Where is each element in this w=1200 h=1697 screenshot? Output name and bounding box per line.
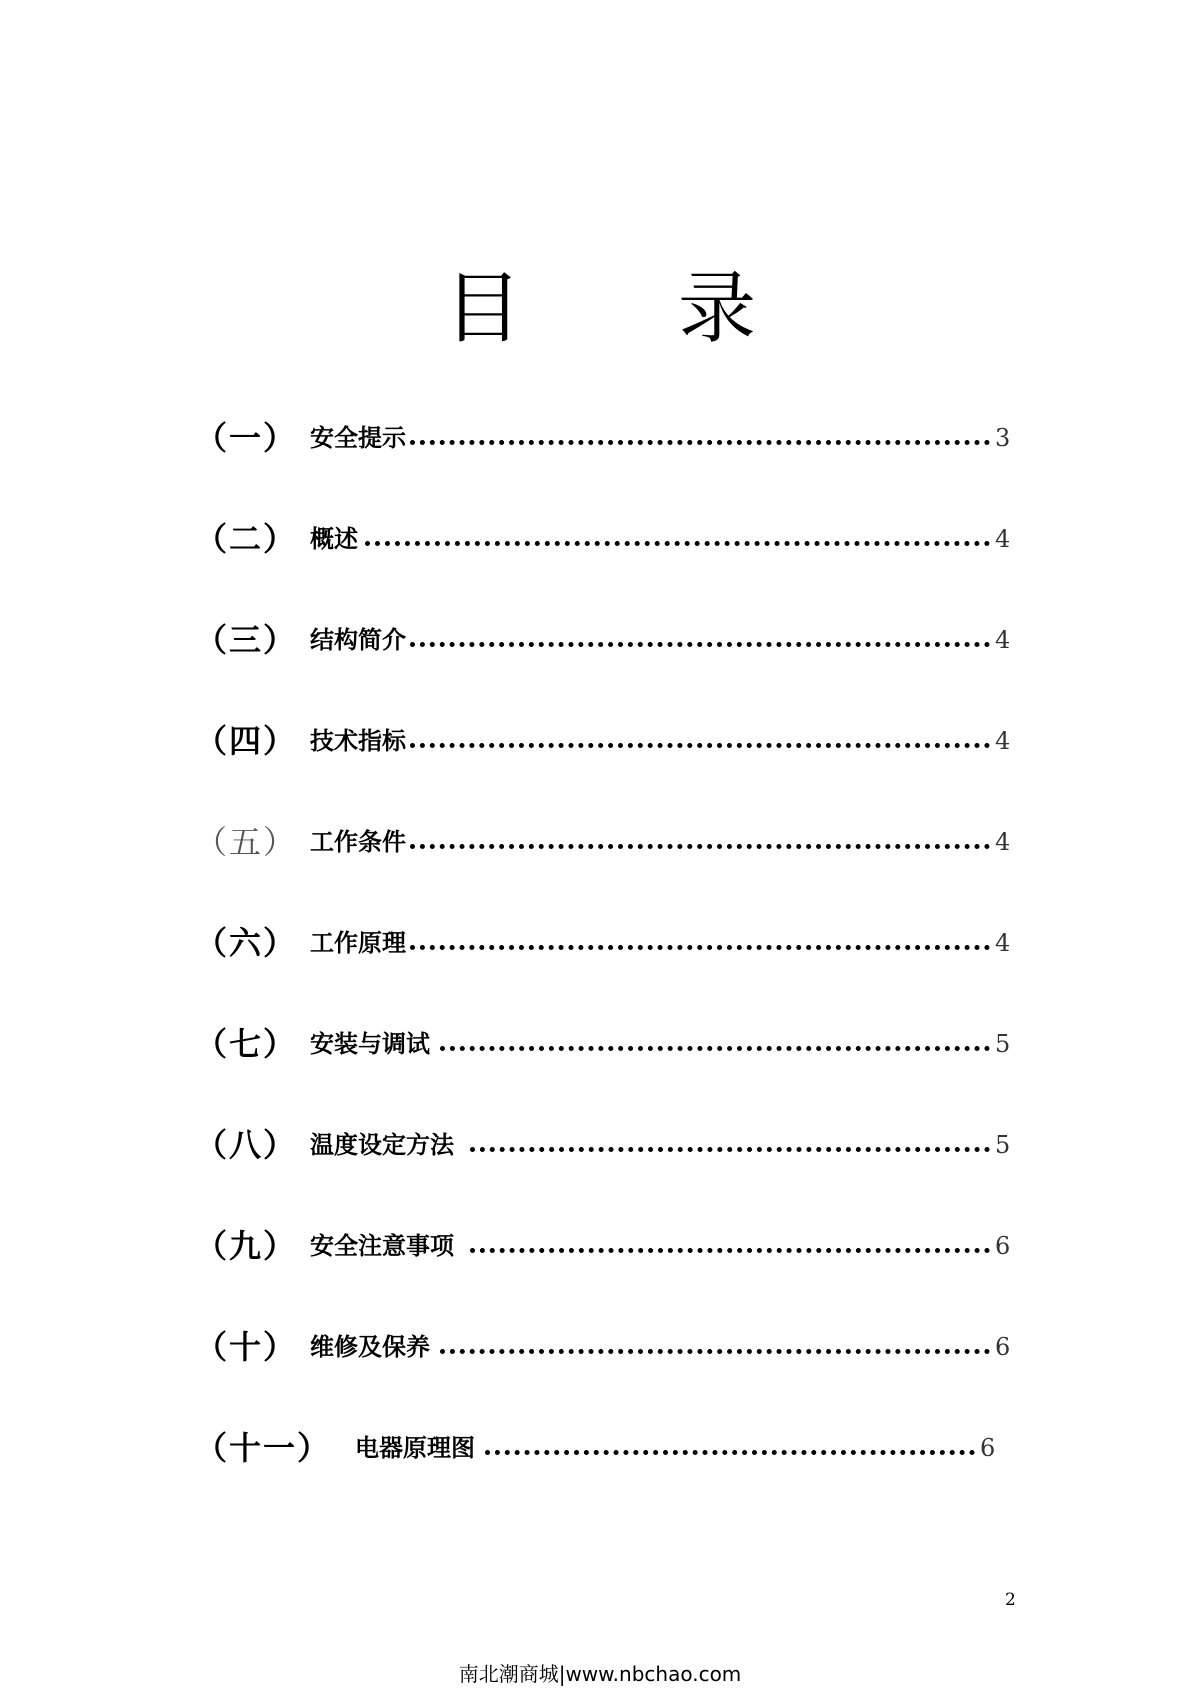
- toc-leader-dots: [410, 440, 990, 445]
- toc-entry-title: 安全提示: [310, 424, 406, 452]
- toc-entry-title: 电器原理图: [355, 1434, 475, 1462]
- toc-entry-title: 安装与调试: [310, 1030, 430, 1058]
- toc-entry-page: 6: [995, 1333, 1011, 1361]
- toc-entry-page: 4: [995, 727, 1011, 755]
- toc-entry-title: 结构简介: [310, 626, 406, 654]
- toc-entry-number: （九）: [195, 1227, 298, 1265]
- toc-entry-page: 6: [995, 1232, 1011, 1260]
- toc-entry-title: 技术指标: [310, 727, 406, 755]
- page-title: 目 录: [443, 264, 756, 354]
- toc-entry-number: （八）: [195, 1126, 298, 1164]
- toc-entry-title: 工作原理: [310, 929, 406, 957]
- footer-watermark: 南北潮商城|www.nbchao.com: [458, 1662, 742, 1686]
- toc-entry-title: 安全注意事项: [310, 1232, 454, 1260]
- toc-entry-number: （七）: [195, 1025, 298, 1063]
- toc-entry-number: （三）: [195, 621, 298, 659]
- toc-entry-number: （一）: [195, 419, 298, 457]
- toc-entry-number: （五）: [195, 823, 298, 861]
- toc-entry-page: 5: [995, 1030, 1011, 1058]
- toc-entry-page: 4: [995, 929, 1011, 957]
- toc-leader-dots: [440, 1046, 990, 1051]
- toc-leader-dots: [410, 945, 990, 950]
- toc-entry-number: （十）: [195, 1328, 298, 1366]
- toc-leader-dots: [410, 743, 990, 748]
- toc-entry-title: 概述: [310, 525, 358, 553]
- toc-entry-title: 工作条件: [310, 828, 406, 856]
- toc-entry-page: 3: [995, 424, 1011, 452]
- toc-entry-number: （四）: [195, 722, 298, 760]
- toc-entry-title: 温度设定方法: [310, 1131, 454, 1159]
- toc-entry-page: 4: [995, 626, 1011, 654]
- toc-leader-dots: [440, 1349, 990, 1354]
- toc-entry-page: 4: [995, 828, 1011, 856]
- toc-leader-dots: [365, 541, 990, 546]
- toc-entry-page: 5: [995, 1131, 1011, 1159]
- toc-entry-page: 4: [995, 525, 1011, 553]
- toc-leader-dots: [470, 1147, 990, 1152]
- page-number: 2: [1005, 1590, 1016, 1610]
- toc-entry-number: （十一）: [195, 1429, 332, 1467]
- toc-entry-page: 6: [980, 1434, 996, 1462]
- toc-entry-number: （二）: [195, 520, 298, 558]
- toc-entry-number: （六）: [195, 924, 298, 962]
- toc-entry-title: 维修及保养: [310, 1333, 430, 1361]
- toc-leader-dots: [410, 642, 990, 647]
- toc-leader-dots: [485, 1450, 975, 1455]
- toc-leader-dots: [410, 844, 990, 849]
- toc-leader-dots: [470, 1248, 990, 1253]
